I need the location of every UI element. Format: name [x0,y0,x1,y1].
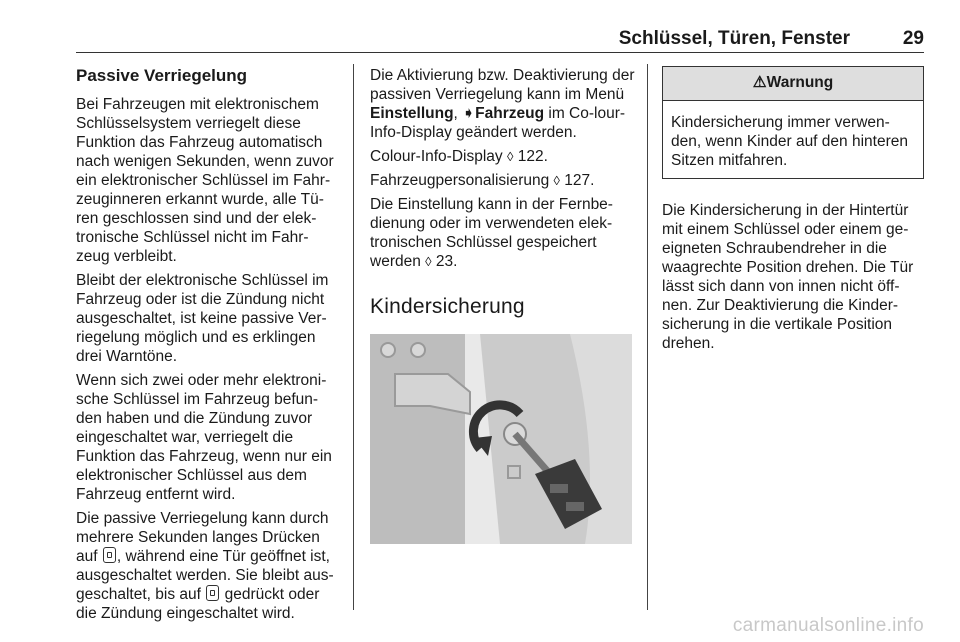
text: gedrückt oder die Zündung eingeschaltet wird. [76,586,320,622]
page-ref[interactable]: 23. [435,253,458,270]
separator: , [453,105,458,122]
paragraph [370,66,636,142]
menu-item: Einstellung [370,105,454,122]
chapter-title: Schlüssel, Türen, Fenster [618,28,850,49]
text: Colour-Info-Display [370,148,503,165]
warning-header [663,67,923,101]
section-heading: Kindersicherung [370,295,525,318]
page-reference-icon: ◊ [506,149,514,164]
unlock-icon [206,585,219,601]
warning-text: Kindersicherung immer verwen-den, wenn Kinder auf den hinteren Sitzen mitfahren. [671,114,908,169]
page-ref[interactable]: 127. [564,172,595,189]
text: im Co-lour-Info-Display geändert werden. [370,105,626,141]
paragraph: Wenn sich zwei oder mehr elektroni-sche Schlüssel im Fahrzeug befun-den haben und die Zündung zuvor eingeschaltet war, verriegelt die Funktion das Fahrzeug, wenn nur ein elektronischer Schlüssel aus dem Fahrzeug entfernt wird. [76,372,332,503]
warning-title: Warnung [766,74,834,91]
column-right [662,66,924,358]
column-left [76,66,342,628]
lock-icon [103,547,116,563]
page-ref[interactable]: 122. [517,148,548,165]
page-header [76,28,924,53]
paragraph: Bleibt der elektronische Schlüssel im Fahrzeug oder ist die Zündung nicht ausgeschaltet, ist keine passive Ver-riegelung möglich und es erklingen drei Warntöne. [76,272,329,365]
column-divider [353,64,354,610]
page-reference-icon: ◊ [553,173,560,188]
text: Die Aktivierung bzw. Deaktivierung der passiven Verriegelung kann im Menü [370,67,635,103]
paragraph: Die Kindersicherung in der Hintertür mit einem Schlüssel oder einem ge-eigneten Schraubendreher in die waagrechte Position drehen. Die Tür lässt sich dann von innen nicht öff-nen. Zur Deaktivierung die Kinder-sicherung in die vertikale Position drehen. [662,202,914,352]
warning-icon: ⚠ [752,74,767,91]
child-lock-illustration [370,334,632,544]
column-middle [370,66,636,544]
column-divider [647,64,648,610]
menu-item: Fahrzeug [475,105,545,122]
text: Die Einstellung kann in der Fernbe-dienung oder im verwendeten elek-tronischen Schlüssel gespeichert werden [370,196,613,270]
section-heading: Passive Verriegelung [76,66,248,85]
menu-arrow-icon: ➧ [462,105,476,122]
paragraph [76,509,342,623]
page-reference-icon: ◊ [425,254,432,269]
watermark: carmanualsonline.info [732,615,924,636]
paragraph [370,147,636,166]
paragraph: Bei Fahrzeugen mit elektronischem Schlüsselsystem verriegelt diese Funktion das Fahrzeug automatisch nach wenigen Sekunden, wenn zuvor ein elektronischer Schlüssel im Fahr-zeuginneren erkannt wurde, alle Tü-ren geschlossen sind und der elek-tronische Schlüssel nicht im Fahr-zeug verbleibt. [76,96,334,265]
paragraph [370,171,636,190]
text: Fahrzeugpersonalisierung [370,172,550,189]
child-lock-image [370,334,632,544]
text: Die passive Verriegelung kann durch mehrere Sekunden langes Drücken auf [76,510,329,565]
text: , während eine Tür geöffnet ist, ausgeschaltet werden. Sie bleibt aus-geschaltet, bis auf [76,548,334,603]
page-number: 29 [902,28,924,49]
paragraph [370,195,636,271]
warning-box [662,66,924,179]
